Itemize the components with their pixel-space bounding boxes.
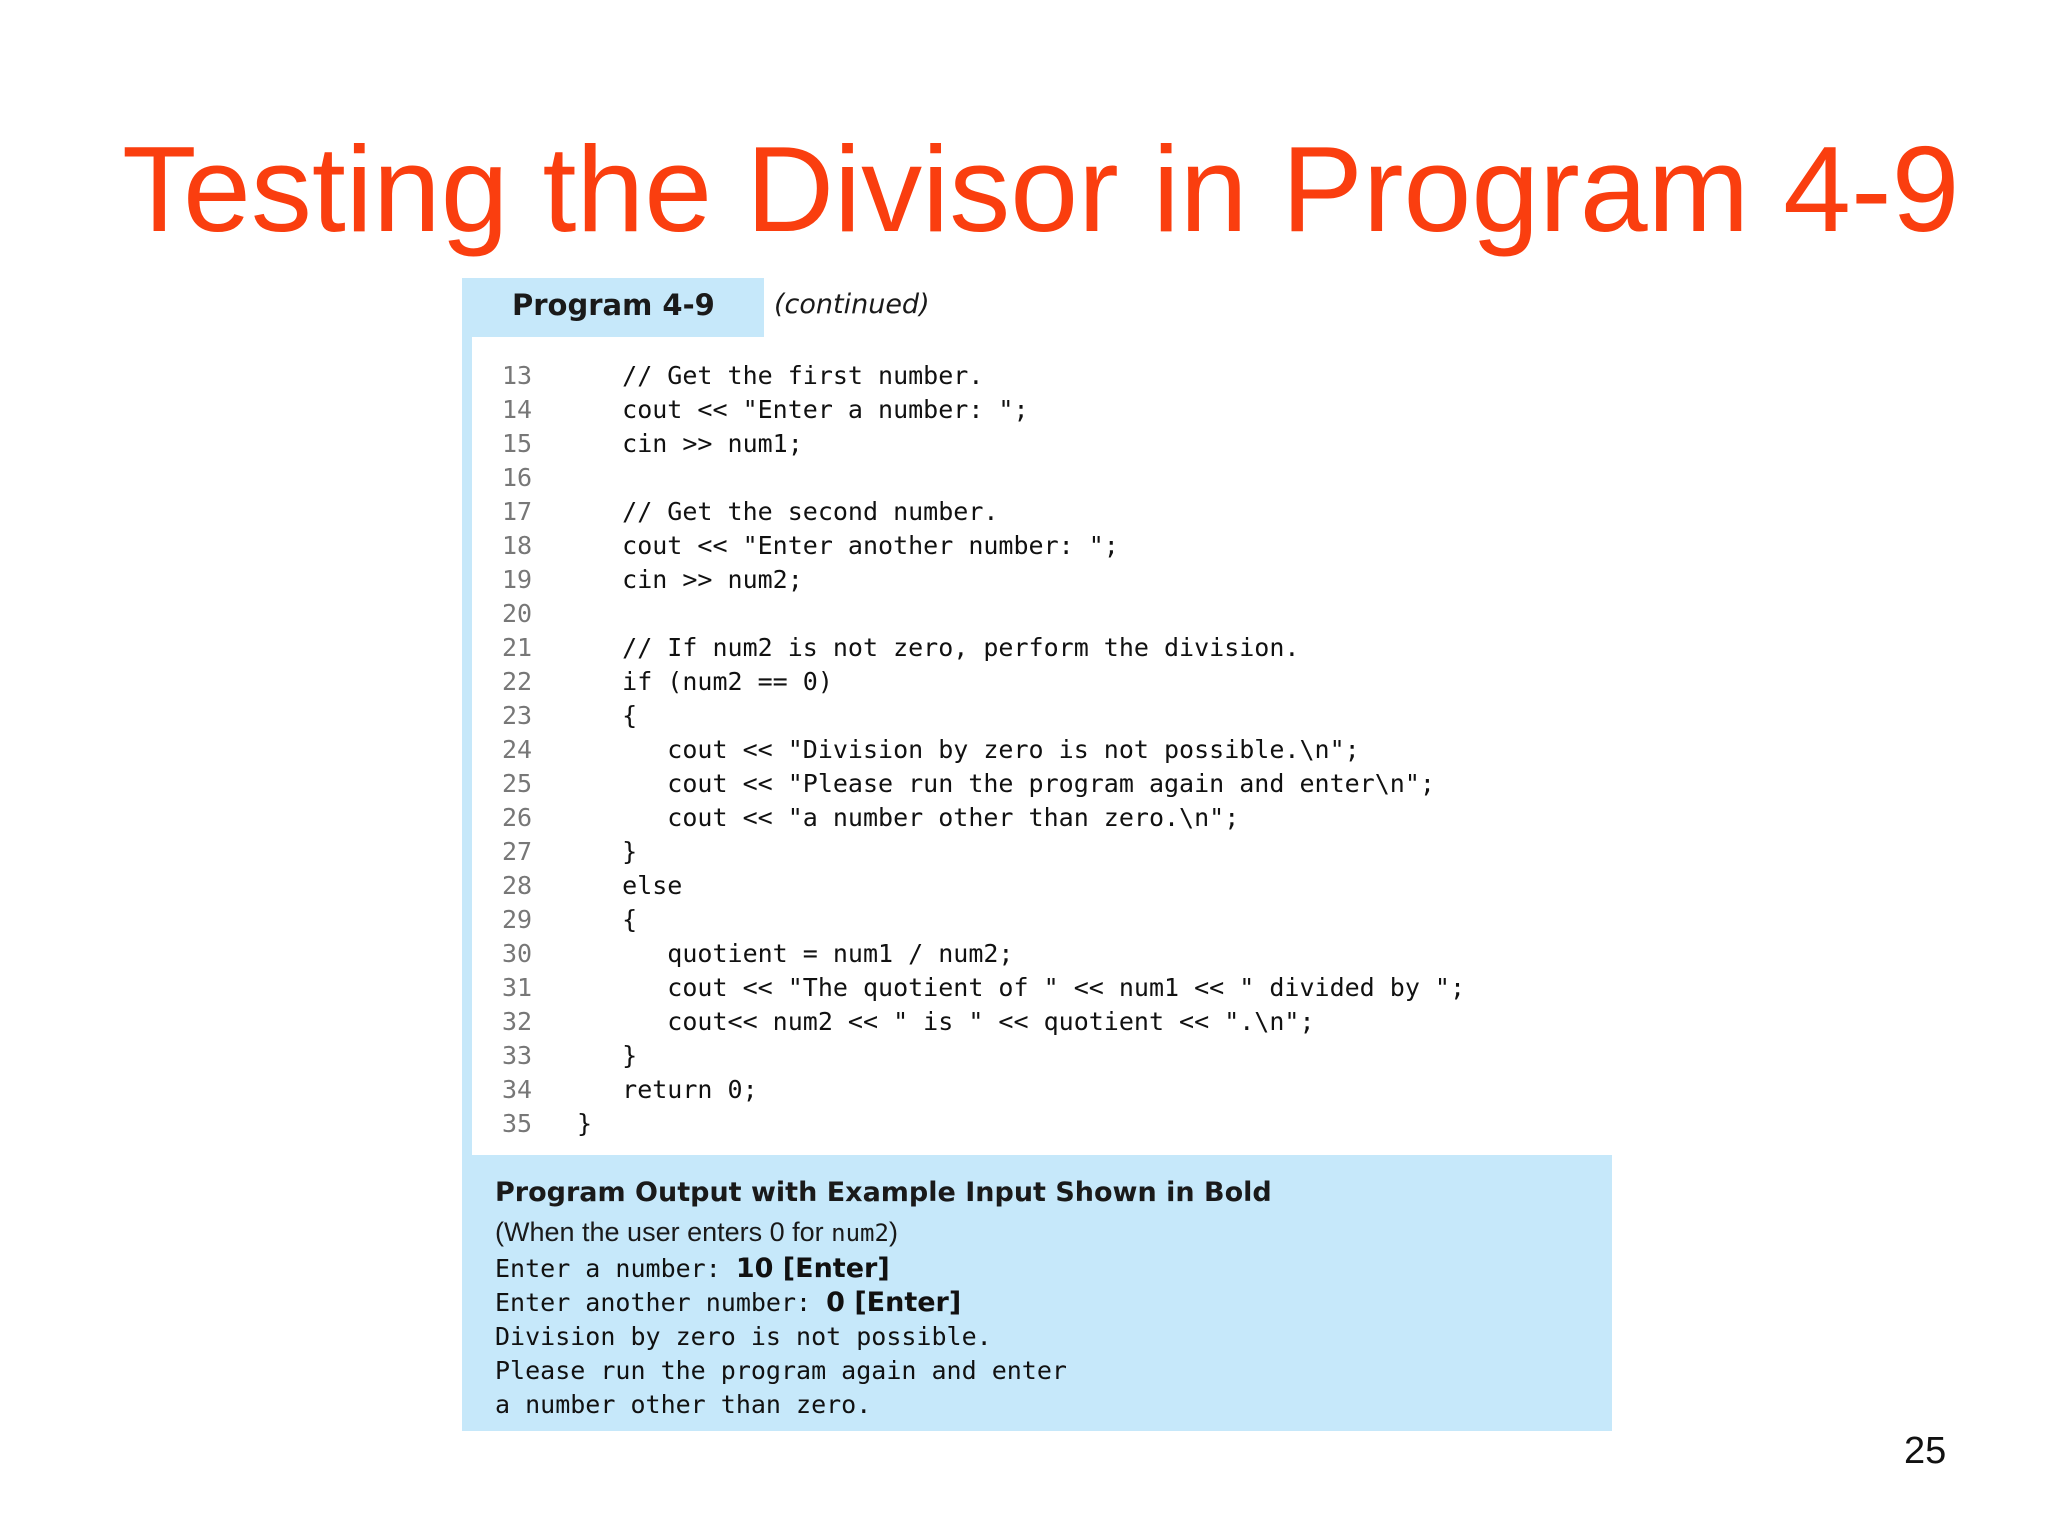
line-number: 18 bbox=[502, 531, 533, 560]
code-line bbox=[472, 393, 1612, 427]
line-code: { bbox=[577, 701, 638, 730]
code-line bbox=[472, 1005, 1612, 1039]
output-title: Program Output with Example Input Shown in Bold bbox=[495, 1177, 1272, 1208]
code-line bbox=[472, 529, 1612, 563]
line-number: 27 bbox=[502, 837, 533, 866]
code-line bbox=[472, 767, 1612, 801]
code-line bbox=[472, 835, 1612, 869]
line-number: 33 bbox=[502, 1041, 533, 1070]
line-code: cout << "Please run the program again and enter\n"; bbox=[577, 769, 1435, 798]
output-text: Enter a number: bbox=[495, 1254, 736, 1283]
code-line bbox=[472, 597, 1612, 631]
output-note-suffix: ) bbox=[888, 1217, 898, 1247]
line-number: 29 bbox=[502, 905, 533, 934]
line-code: cin >> num1; bbox=[577, 429, 803, 458]
page-number: 25 bbox=[1904, 1430, 1947, 1472]
code-line bbox=[472, 869, 1612, 903]
code-line bbox=[472, 359, 1612, 393]
line-number: 31 bbox=[502, 973, 533, 1002]
line-code: cout << "a number other than zero.\n"; bbox=[577, 803, 1240, 832]
user-input: 0 [Enter] bbox=[826, 1287, 962, 1318]
continued-note-area bbox=[764, 278, 1612, 337]
line-number: 22 bbox=[502, 667, 533, 696]
code-line bbox=[472, 427, 1612, 461]
code-line bbox=[472, 631, 1612, 665]
code-line bbox=[472, 563, 1612, 597]
line-code: cout << "Enter a number: "; bbox=[577, 395, 1029, 424]
line-code: else bbox=[577, 871, 683, 900]
output-line bbox=[495, 1252, 890, 1286]
code-line bbox=[472, 461, 1612, 495]
line-code: } bbox=[577, 837, 638, 866]
output-line bbox=[495, 1320, 992, 1354]
output-note bbox=[495, 1217, 898, 1248]
code-line bbox=[472, 903, 1612, 937]
line-code: // Get the second number. bbox=[577, 497, 999, 526]
code-line bbox=[472, 801, 1612, 835]
line-code: cout << "Division by zero is not possible.\n"; bbox=[577, 735, 1360, 764]
line-code: { bbox=[577, 905, 638, 934]
code-line bbox=[472, 1039, 1612, 1073]
line-number: 17 bbox=[502, 497, 533, 526]
code-line bbox=[472, 495, 1612, 529]
code-line bbox=[472, 937, 1612, 971]
line-code: if (num2 == 0) bbox=[577, 667, 833, 696]
line-number: 32 bbox=[502, 1007, 533, 1036]
line-number: 21 bbox=[502, 633, 533, 662]
output-text: Division by zero is not possible. bbox=[495, 1322, 992, 1351]
user-input: 10 [Enter] bbox=[735, 1253, 890, 1284]
line-code: // Get the first number. bbox=[577, 361, 984, 390]
line-number: 28 bbox=[502, 871, 533, 900]
line-number: 34 bbox=[502, 1075, 533, 1104]
code-line bbox=[472, 665, 1612, 699]
code-line bbox=[472, 1073, 1612, 1107]
line-code: } bbox=[577, 1041, 638, 1070]
line-code: return 0; bbox=[577, 1075, 758, 1104]
program-listing bbox=[462, 278, 1612, 1431]
continued-note: (continued) bbox=[774, 289, 930, 320]
output-note-var: num2 bbox=[831, 1219, 889, 1247]
line-number: 16 bbox=[502, 463, 533, 492]
slide-title: Testing the Divisor in Program 4-9 bbox=[122, 121, 1960, 257]
program-output bbox=[462, 1155, 1612, 1431]
line-code: } bbox=[577, 1109, 593, 1138]
line-number: 14 bbox=[502, 395, 533, 424]
code-line bbox=[472, 1107, 1612, 1141]
code-line bbox=[472, 733, 1612, 767]
line-number: 15 bbox=[502, 429, 533, 458]
output-line bbox=[495, 1388, 871, 1422]
line-code: quotient = num1 / num2; bbox=[577, 939, 1014, 968]
line-number: 26 bbox=[502, 803, 533, 832]
program-label: Program 4-9 bbox=[512, 288, 715, 322]
line-number: 30 bbox=[502, 939, 533, 968]
line-code: // If num2 is not zero, perform the division. bbox=[577, 633, 1300, 662]
code-line bbox=[472, 699, 1612, 733]
output-line bbox=[495, 1286, 961, 1320]
line-code: cin >> num2; bbox=[577, 565, 803, 594]
output-text: Please run the program again and enter bbox=[495, 1356, 1067, 1385]
output-text: a number other than zero. bbox=[495, 1390, 872, 1419]
line-number: 25 bbox=[502, 769, 533, 798]
line-number: 35 bbox=[502, 1109, 533, 1138]
line-code: cout<< num2 << " is " << quotient << ".\n"; bbox=[577, 1007, 1315, 1036]
line-number: 24 bbox=[502, 735, 533, 764]
code-line bbox=[472, 971, 1612, 1005]
code-panel bbox=[472, 337, 1612, 1155]
line-code: cout << "The quotient of " << num1 << " divided by "; bbox=[577, 973, 1466, 1002]
line-number: 13 bbox=[502, 361, 533, 390]
line-code: cout << "Enter another number: "; bbox=[577, 531, 1119, 560]
output-line bbox=[495, 1354, 1067, 1388]
line-number: 20 bbox=[502, 599, 533, 628]
output-text: Enter another number: bbox=[495, 1288, 827, 1317]
line-number: 19 bbox=[502, 565, 533, 594]
output-note-prefix: (When the user enters 0 for bbox=[495, 1217, 832, 1247]
line-number: 23 bbox=[502, 701, 533, 730]
listing-header bbox=[462, 278, 764, 337]
